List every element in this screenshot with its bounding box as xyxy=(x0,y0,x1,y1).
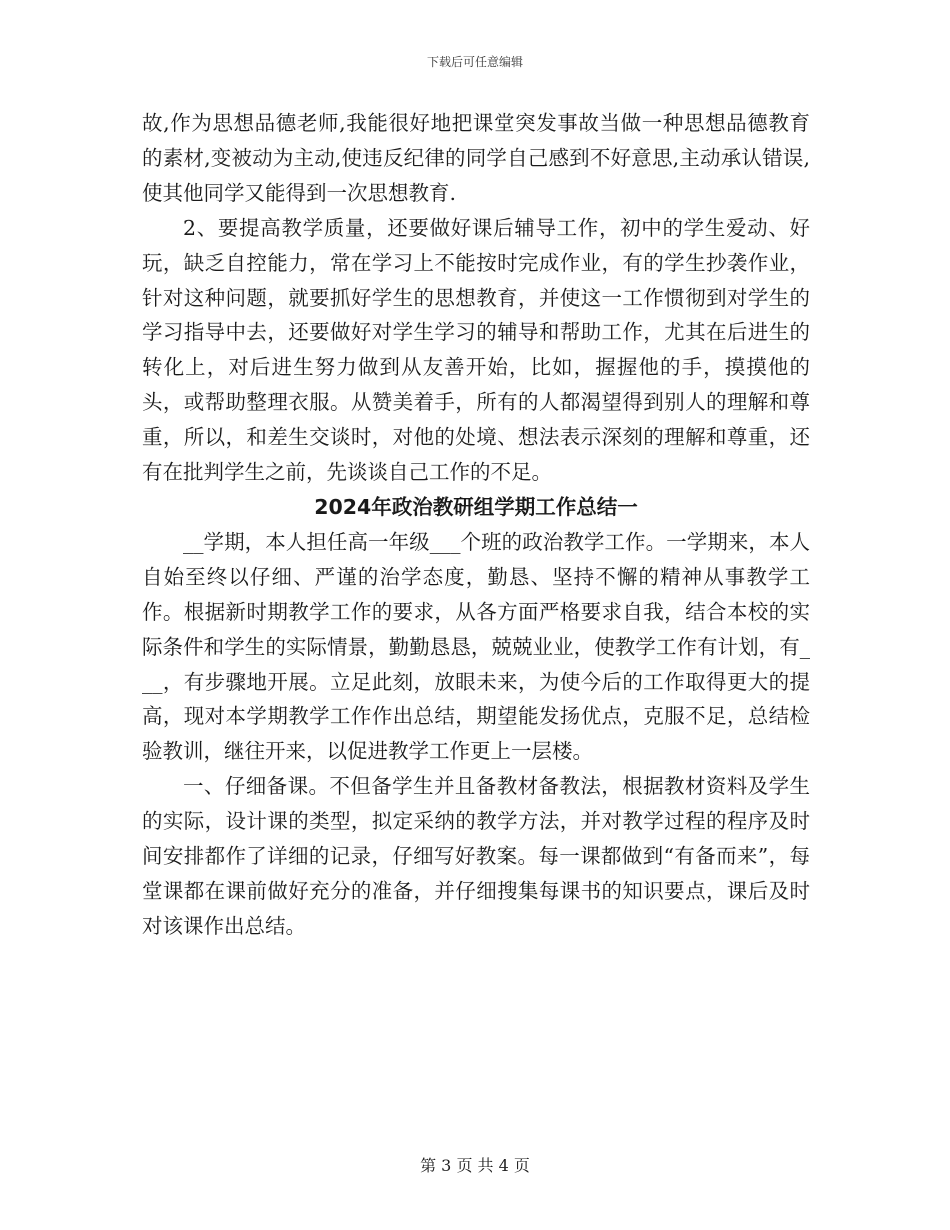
document-body xyxy=(142,106,810,944)
paragraph-lesson-preparation: 一、仔细备课。不但备学生并且备教材备教法，根据教材资料及学生的实际，设计课的类型，拟定采纳的教学方法，并对教学过程的程序及时间安排都作了详细的记录，仔细写好教案。每一课都做到“有备而来”，每堂课都在课前做好充分的准备，并仔细搜集每课书的知识要点，课后及时对该课作出总结。 xyxy=(142,774,810,938)
paragraph-discipline: 故,作为思想品德老师,我能很好地把课堂突发事故当做一种思想品德教育的素材,变被动为主动,使违反纪律的同学自己感到不好意思,主动承认错误,使其他同学又能得到一次思想教育. xyxy=(142,111,810,205)
section-title: 2024年政治教研组学期工作总结一 xyxy=(314,494,638,519)
paragraph-after-class-tutoring: 2、要提高教学质量，还要做好课后辅导工作，初中的学生爱动、好玩，缺乏自控能力，常在学习上不能按时完成作业，有的学生抄袭作业，针对这种问题，就要抓好学生的思想教育，并使这一工作惯彻到对学生的学习指导中去，还要做好对学生学习的辅导和帮助工作，尤其在后进生的转化上，对后进生努力做到从友善开始，比如，握握他的手，摸摸他的头，或帮助整理衣服。从赞美着手，所有的人都渴望得到别人的理解和尊重，所以，和差生交谈时，对他的处境、想法表示深刻的理解和尊重，还有在批判学生之前，先谈谈自己工作的不足。 xyxy=(142,215,810,485)
page-header: 下载后可任意编辑 xyxy=(426,55,523,69)
paragraph-semester-intro: __学期，本人担任高一年级___个班的政治教学工作。一学期来，本人自始至终以仔细、严谨的治学态度，勤恳、坚持不懈的精神从事教学工作。根据新时期教学工作的要求，从各方面严格要求自我，结合本校的实际条件和学生的实际情景，勤勤恳恳，兢兢业业，使教学工作有计划，有___，有步骤地开展。立足此刻，放眼未来，为使今后的工作取得更大的提高，现对本学期教学工作作出总结，期望能发扬优点，克服不足，总结检验教训，继往开来，以促进教学工作更上一层楼。 xyxy=(142,529,810,764)
page-number: 第 3 页 共 4 页 xyxy=(420,1156,530,1175)
